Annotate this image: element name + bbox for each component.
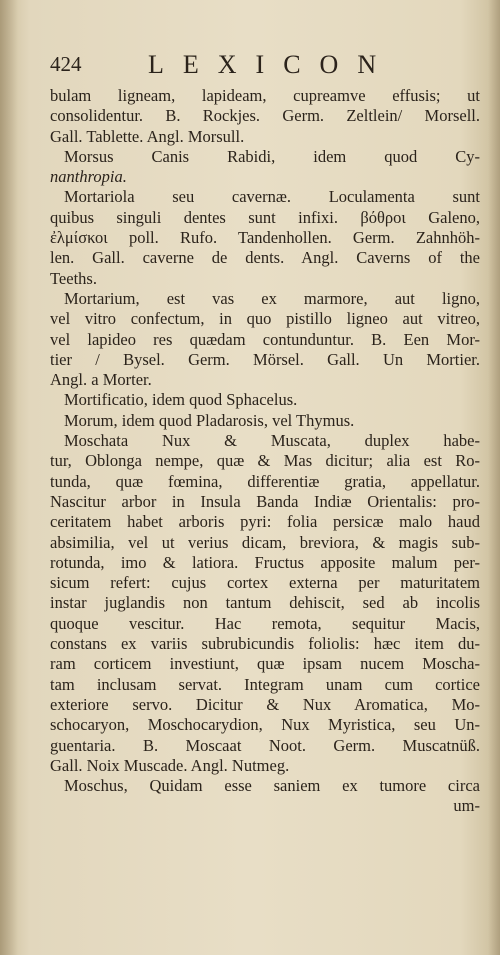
text-line: ram corticem investiunt, quæ ipsam nucem Moscha- — [50, 654, 480, 674]
entry-moschata-nux: Moschata Nux & Muscata, duplex habe- — [64, 431, 480, 451]
lexicon-text — [50, 86, 480, 817]
text-line: Teeths. — [50, 268, 97, 288]
text-line: constans ex variis subrubicundis foliolis: hæc item du- — [50, 634, 480, 654]
text-line: Angl. a Morter. — [50, 370, 152, 390]
text-line: ἐλμίσκοι poll. Rufo. Tandenhollen. Germ. Zahnhöh- — [50, 228, 480, 248]
entry-morsus: Morsus Canis Rabidi, idem quod Cy- — [64, 146, 480, 166]
entry-mortificatio: Mortificatio, idem quod Sphacelus. — [64, 390, 298, 410]
page-number: 424 — [50, 52, 82, 76]
text-line: guentaria. B. Moscaat Noot. Germ. Muscatnüß. — [50, 735, 480, 755]
entry-morum: Morum, idem quod Pladarosis, vel Thymus. — [64, 410, 355, 430]
text-line: tier / Bysel. Germ. Mörsel. Gall. Un Mortier. — [50, 349, 480, 369]
text-line: exteriore servo. Dicitur & Nux Aromatica, Mo- — [50, 694, 480, 714]
text-line: sicum refert: cujus cortex externa per maturitatem — [50, 573, 480, 593]
text-line: instar juglandis non tantum dehiscit, sed ab incolis — [50, 593, 480, 613]
text-line: quoque vescitur. Hac remota, sequitur Macis, — [50, 613, 480, 633]
text-line: Gall. Tablette. Angl. Morsull. — [50, 126, 245, 146]
catchword: um- — [453, 796, 480, 816]
entry-mortariola: Mortariola seu cavernæ. Loculamenta sunt — [64, 187, 480, 207]
text-line: quibus singuli dentes sunt infixi. βόθροι Galeno, — [50, 207, 480, 227]
entry-mortarium: Mortarium, est vas ex marmore, aut ligno, — [64, 288, 480, 308]
text-line: len. Gall. caverne de dents. Angl. Caverns of the — [50, 248, 480, 268]
running-title: LEXICON — [148, 50, 396, 79]
text-line: rotunda, imo & latiora. Fructus apposite malum per- — [50, 552, 480, 572]
text-line: Gall. Noix Muscade. Angl. Nutmeg. — [50, 755, 290, 775]
page-header — [50, 50, 478, 84]
text-line: vel vitro confectum, in quo pistillo ligneo aut vitreo, — [50, 309, 480, 329]
text-line: tur, Oblonga nempe, quæ & Mas dicitur; alia est Ro- — [50, 451, 480, 471]
text-line: consolidentur. B. Rockjes. Germ. Zeltlein/ Morsell. — [50, 106, 480, 126]
text-line: tam inclusam servat. Integram unam cum cortice — [50, 674, 480, 694]
text-line: ceritatem habet arboris pyri: folia persicæ malo haud — [50, 512, 480, 532]
text-line: absimilia, vel ut verius dicam, breviora, & magis sub- — [50, 532, 480, 552]
entry-moschus: Moschus, Quidam esse saniem ex tumore circa — [64, 776, 480, 796]
text-line: vel lapideo res quædam contunduntur. B. Een Mor- — [50, 329, 480, 349]
edge-shadow — [488, 0, 500, 955]
text-line: tunda, quæ fœmina, differentiæ gratia, appellatur. — [50, 471, 480, 491]
text-line: bulam ligneam, lapideam, cupreamve effusis; ut — [50, 86, 480, 105]
text-line: nanthropia. — [50, 167, 127, 187]
text-line: Nascitur arbor in Insula Banda Indiæ Orientalis: pro- — [50, 491, 480, 511]
text-line: schocaryon, Moschocarydion, Nux Myristica, seu Un- — [50, 715, 480, 735]
binding-shadow — [0, 0, 18, 955]
